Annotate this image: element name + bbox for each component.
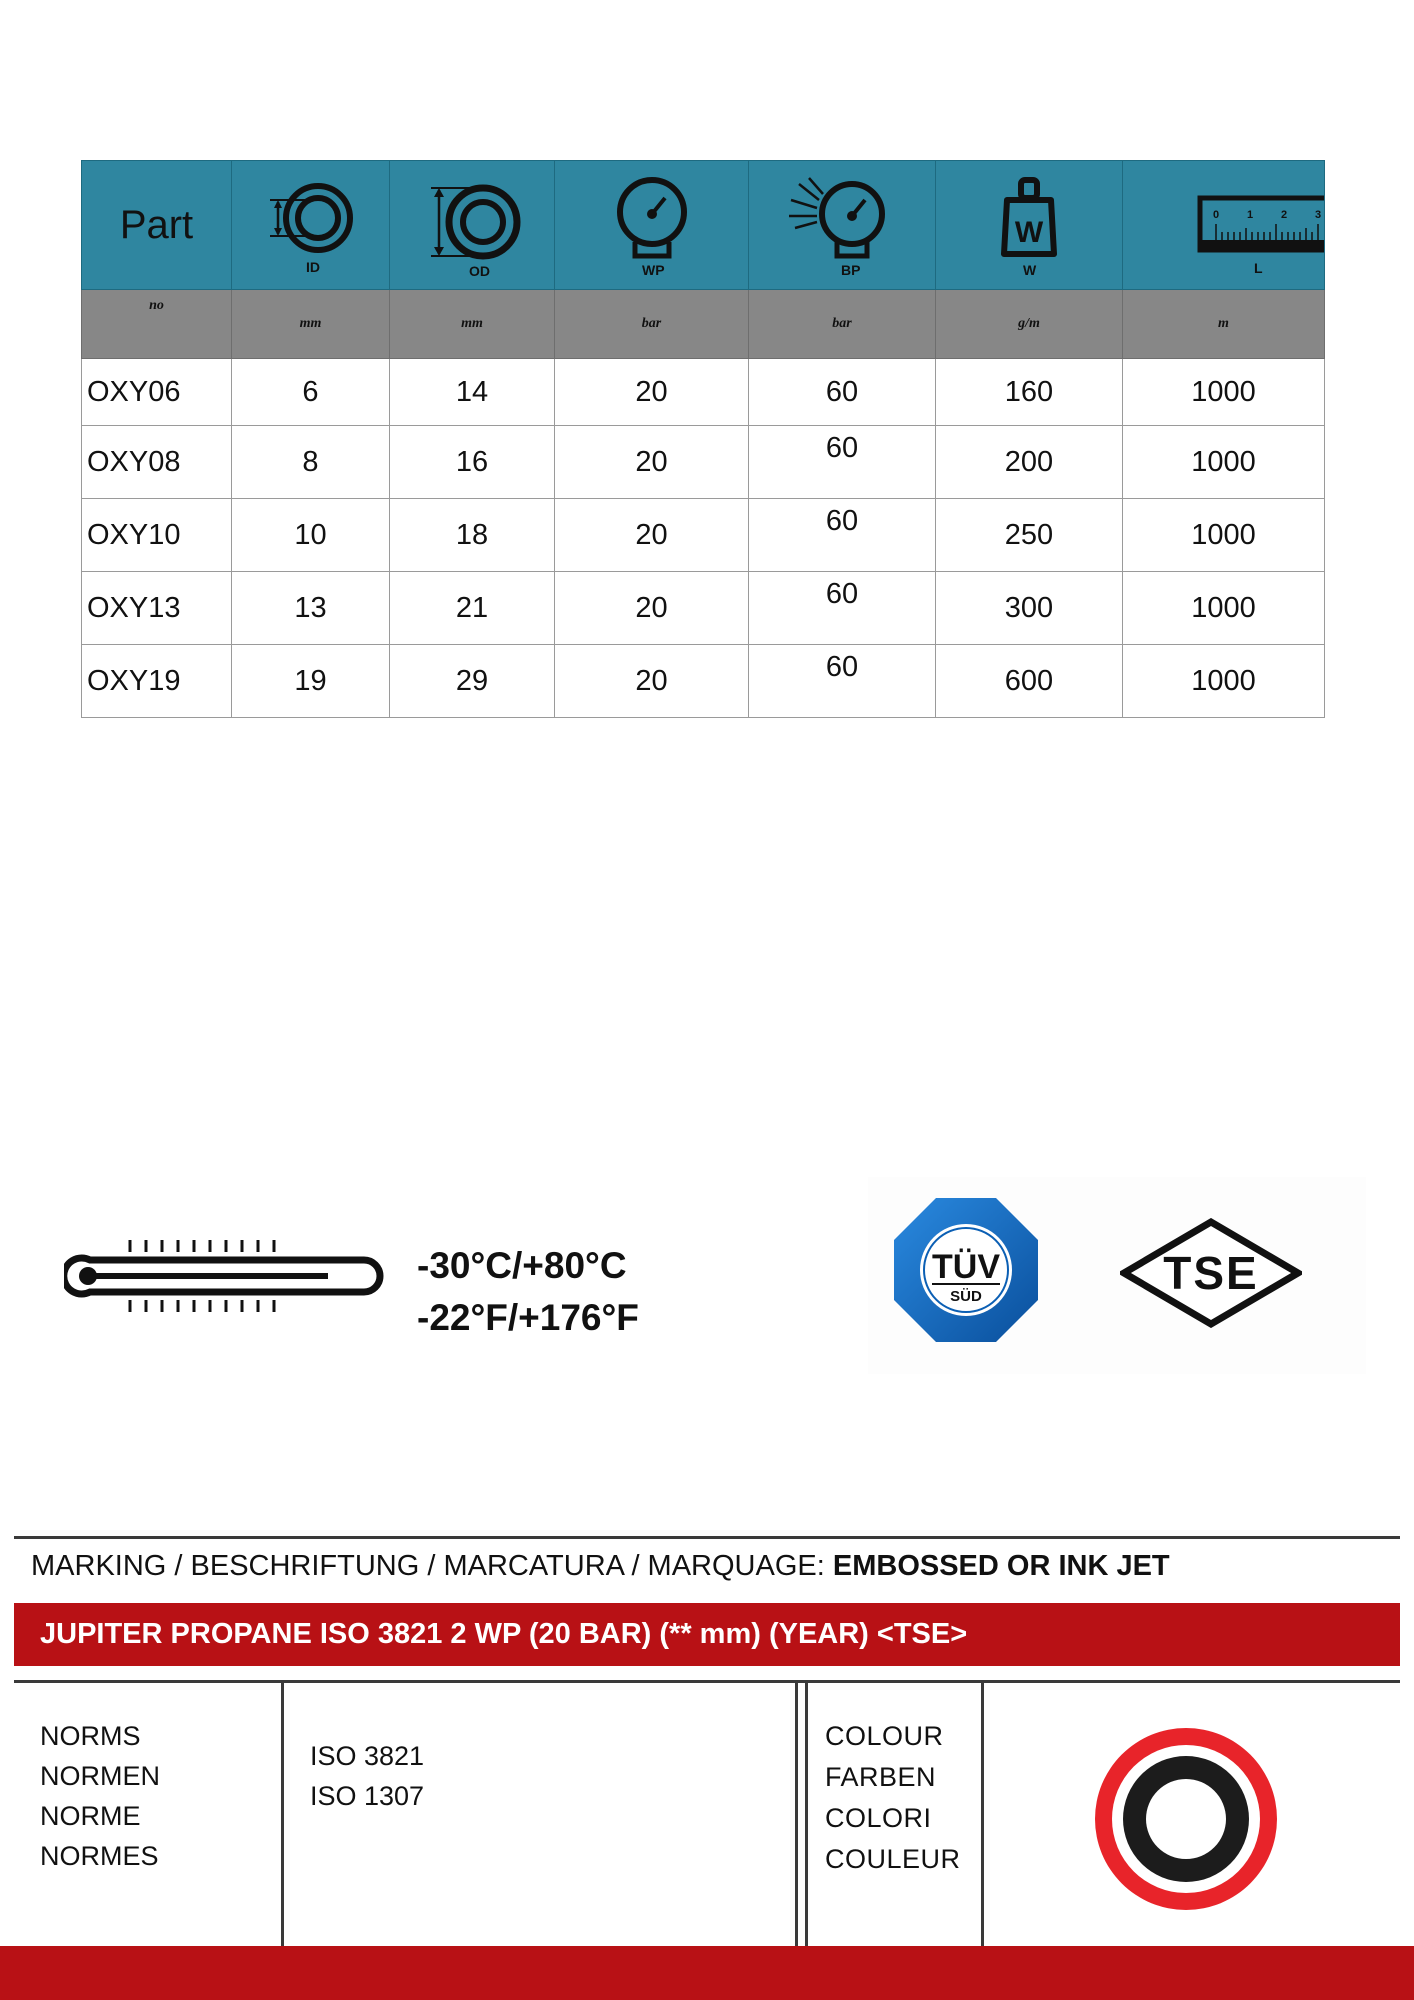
unit-w: g/m xyxy=(936,290,1123,359)
table-units-row xyxy=(82,290,1325,359)
cell-w: 250 xyxy=(936,499,1123,572)
cell-id: 8 xyxy=(232,426,390,499)
cell-bp: 60 xyxy=(749,572,936,645)
colour-label: COLORI xyxy=(825,1803,932,1833)
divider-top xyxy=(14,1536,1400,1539)
spec-table xyxy=(81,160,1325,718)
wp-column-header xyxy=(555,161,749,290)
id-column-header xyxy=(232,161,390,290)
colour-label: COLOUR xyxy=(825,1721,944,1751)
burst-pressure-gauge-icon xyxy=(777,170,907,280)
cell-bp: 60 xyxy=(749,499,936,572)
cell-od: 29 xyxy=(390,645,555,718)
cell-id: 10 xyxy=(232,499,390,572)
divider-vertical xyxy=(805,1683,808,1946)
svg-text:W: W xyxy=(1023,262,1037,278)
norms-label: NORME xyxy=(40,1801,141,1831)
thermometer-icon xyxy=(64,1236,384,1316)
cell-wp: 20 xyxy=(555,359,749,426)
part-header: Part xyxy=(82,161,232,290)
divider-vertical xyxy=(981,1683,984,1946)
outer-diameter-icon xyxy=(417,170,527,280)
inner-diameter-icon xyxy=(256,170,366,280)
table-row xyxy=(82,572,1325,645)
svg-text:SÜD: SÜD xyxy=(950,1288,982,1305)
svg-text:L: L xyxy=(1254,260,1263,276)
cell-l: 1000 xyxy=(1123,499,1325,572)
cell-l: 1000 xyxy=(1123,645,1325,718)
colour-label: FARBEN xyxy=(825,1762,937,1792)
working-pressure-gauge-icon xyxy=(597,170,707,280)
divider-vertical xyxy=(795,1683,798,1946)
unit-bp: bar xyxy=(749,290,936,359)
cell-od: 16 xyxy=(390,426,555,499)
unit-part: no xyxy=(82,290,232,359)
colour-labels xyxy=(825,1716,961,1880)
table-row xyxy=(82,359,1325,426)
cell-od: 18 xyxy=(390,499,555,572)
unit-wp: bar xyxy=(555,290,749,359)
svg-text:OD: OD xyxy=(469,263,490,279)
cell-w: 300 xyxy=(936,572,1123,645)
cell-wp: 20 xyxy=(555,572,749,645)
cell-w: 200 xyxy=(936,426,1123,499)
temperature-fahrenheit: -22°F/+176°F xyxy=(417,1297,639,1338)
cell-id: 6 xyxy=(232,359,390,426)
tuv-sud-logo xyxy=(892,1196,1040,1344)
norms-values xyxy=(310,1736,424,1816)
cell-w: 160 xyxy=(936,359,1123,426)
cell-od: 21 xyxy=(390,572,555,645)
cell-od: 14 xyxy=(390,359,555,426)
table-icon-header-row xyxy=(82,161,1325,290)
cell-w: 600 xyxy=(936,645,1123,718)
norm-value: ISO 1307 xyxy=(310,1781,425,1811)
svg-text:WP: WP xyxy=(641,262,665,278)
svg-text:BP: BP xyxy=(841,262,861,278)
od-column-header xyxy=(390,161,555,290)
unit-l: m xyxy=(1123,290,1325,359)
l-column-header xyxy=(1123,161,1325,290)
temperature-range xyxy=(417,1240,639,1344)
cell-part: OXY08 xyxy=(82,426,232,499)
temperature-celsius: -30°C/+80°C xyxy=(417,1245,627,1286)
svg-text:3: 3 xyxy=(1314,209,1322,221)
cell-l: 1000 xyxy=(1123,572,1325,645)
cell-part: OXY10 xyxy=(82,499,232,572)
w-column-header xyxy=(936,161,1123,290)
divider-vertical xyxy=(281,1683,284,1946)
svg-text:1: 1 xyxy=(1246,209,1254,221)
cell-part: OXY06 xyxy=(82,359,232,426)
norms-labels xyxy=(40,1716,160,1876)
cell-l: 1000 xyxy=(1123,359,1325,426)
length-ruler-icon xyxy=(1196,170,1325,280)
hose-colour-swatch-icon xyxy=(1090,1723,1282,1915)
footer-bar xyxy=(0,1946,1414,2000)
cell-bp: 60 xyxy=(749,645,936,718)
marking-value: EMBOSSED OR INK JET xyxy=(832,1550,1170,1582)
divider-bottom xyxy=(14,1680,1400,1683)
cell-wp: 20 xyxy=(555,645,749,718)
tse-logo xyxy=(1120,1218,1302,1328)
marking-label: MARKING / BESCHRIFTUNG / MARCATURA / MARQUAGE: xyxy=(31,1550,833,1582)
cell-bp: 60 xyxy=(749,426,936,499)
cell-wp: 20 xyxy=(555,426,749,499)
bp-column-header xyxy=(749,161,936,290)
unit-id: mm xyxy=(232,290,390,359)
svg-text:0: 0 xyxy=(1212,209,1220,221)
cell-part: OXY19 xyxy=(82,645,232,718)
cell-l: 1000 xyxy=(1123,426,1325,499)
unit-od: mm xyxy=(390,290,555,359)
svg-text:TÜV: TÜV xyxy=(932,1248,1000,1286)
weight-icon xyxy=(974,170,1084,280)
table-row xyxy=(82,645,1325,718)
svg-text:TSE: TSE xyxy=(1163,1247,1259,1299)
norms-label: NORMEN xyxy=(40,1761,160,1791)
table-row xyxy=(82,499,1325,572)
cell-id: 13 xyxy=(232,572,390,645)
table-row xyxy=(82,426,1325,499)
norms-label: NORMES xyxy=(40,1841,159,1871)
svg-text:2: 2 xyxy=(1280,209,1288,221)
svg-text:ID: ID xyxy=(305,259,320,275)
norm-value: ISO 3821 xyxy=(310,1741,425,1771)
svg-text:W: W xyxy=(1014,216,1044,249)
marking-band: JUPITER PROPANE ISO 3821 2 WP (20 BAR) (** mm) (YEAR) <TSE> xyxy=(14,1603,1400,1666)
cell-id: 19 xyxy=(232,645,390,718)
marking-line xyxy=(31,1550,1170,1583)
cell-bp: 60 xyxy=(749,359,936,426)
norms-label: NORMS xyxy=(40,1721,141,1751)
cell-wp: 20 xyxy=(555,499,749,572)
cell-part: OXY13 xyxy=(82,572,232,645)
colour-label: COULEUR xyxy=(825,1844,961,1874)
